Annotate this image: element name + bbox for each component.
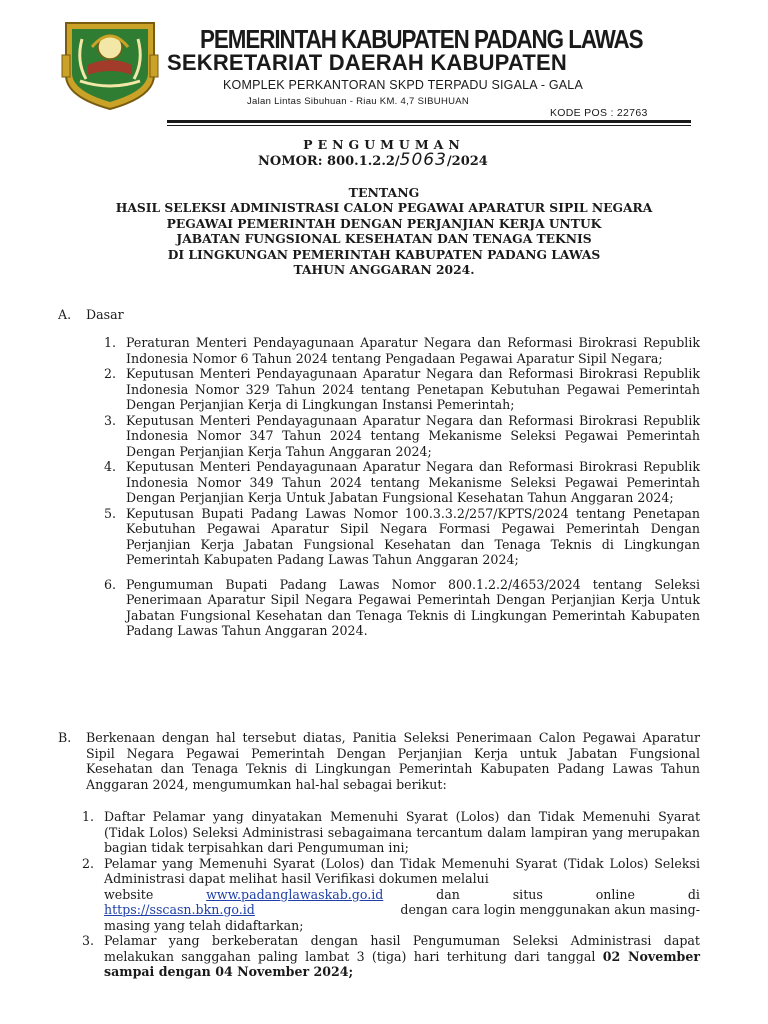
letterhead-office-name: SEKRETARIAT DAERAH KABUPATEN: [167, 50, 567, 75]
list-item: [104, 366, 700, 413]
item-text: Keputusan Menteri Pendayagunaan Aparatur Negara dan Reformasi Birokrasi Republik Indonesia Nomor 329 Tahun 2024 tentang Penetapan Kebutuhan Pegawai Pemerintah Dengan Perjanjian Kerja di Lingkungan Instansi Pemerintah;: [126, 366, 700, 412]
section-letter: B.: [58, 730, 72, 745]
sscasn-link[interactable]: https://sscasn.bkn.go.id: [104, 902, 255, 917]
item-number: 6.: [104, 576, 117, 592]
item-text: Keputusan Menteri Pendayagunaan Aparatur Negara dan Reformasi Birokrasi Republik Indonesia Nomor 347 Tahun 2024 tentang Mekanisme Seleksi Pegawai Pemerintah Dengan Perjanjian Kerja Tahun Anggaran 2024;: [126, 412, 700, 459]
section-a-list: [104, 335, 700, 639]
list-item: [104, 577, 700, 639]
title-line: JABATAN FUNGSIONAL KESEHATAN DAN TENAGA TEKNIS: [176, 231, 592, 246]
word-di: di: [687, 886, 700, 902]
letterhead-complex: KOMPLEK PERKANTORAN SKPD TERPADU SIGALA - GALA: [223, 78, 583, 92]
word-situs: situs: [512, 886, 543, 902]
item-text: dengan cara login menggunakan akun masing-: [400, 902, 700, 917]
item-number: 1.: [82, 809, 95, 824]
announcement-word: PENGUMUMAN: [303, 137, 465, 152]
item-text: Keputusan Bupati Padang Lawas Nomor 100.3.3.2/257/KPTS/2024 tentang Penetapan Kebutuhan Pegawai Aparatur Sipil Negara Formasi Pegawai Pemerintah Dengan Perjanjian Kerja Jabatan Fungsional Kesehatan dan Tenaga Teknis di Lingkungan Pemerintah Kabupaten Padang Lawas Tahun Anggaran 2024;: [126, 505, 700, 567]
list-item: [104, 506, 700, 568]
list-item: [104, 335, 700, 366]
website-word: website: [104, 886, 154, 902]
item-number: 3.: [104, 412, 117, 428]
list-item: [82, 856, 700, 934]
announcement-number: [258, 150, 488, 170]
list-item: [104, 459, 700, 506]
letterhead-government-name: PEMERINTAH KABUPATEN PADANG LAWAS: [200, 24, 643, 54]
item-text: Keputusan Menteri Pendayagunaan Aparatur Negara dan Reformasi Birokrasi Republik Indonesia Nomor 349 Tahun 2024 tentang Mekanisme Seleksi Pegawai Pemerintah Dengan Perjanjian Kerja Untuk Jabatan Fungsional Kesehatan Tahun Anggaran 2024;: [126, 459, 700, 505]
padanglawas-website-link[interactable]: www.padanglawaskab.go.id: [206, 886, 384, 902]
letterhead-rule-thick: [167, 120, 691, 123]
section-a-heading: [58, 307, 124, 323]
title-line: HASIL SELEKSI ADMINISTRASI CALON PEGAWAI APARATUR SIPIL NEGARA: [115, 200, 653, 215]
deadline-dates: 02 November sampai dengan 04 November 2024;: [104, 948, 700, 979]
letterhead-address: Jalan Lintas Sibuhuan - Riau KM. 4,7 SIBUHUAN: [247, 96, 470, 107]
title-line: DI LINGKUNGAN PEMERINTAH KABUPATEN PADANG LAWAS: [167, 246, 601, 262]
sscasn-line: [104, 902, 700, 918]
item-number: 5.: [104, 505, 117, 521]
nomor-handwritten: 5063: [399, 150, 447, 170]
item-text: Peraturan Menteri Pendayagunaan Aparatur Negara dan Reformasi Birokrasi Republik Indonesia Nomor 6 Tahun 2024 tentang Pengadaan Pegawai Aparatur Sipil Negara;: [126, 335, 700, 366]
item-text: Pelamar yang berkeberatan dengan hasil Pengumuman Seleksi Administrasi dapat melakukan sanggahan paling lambat 3 (tiga) hari terhitung dari tanggal: [104, 933, 700, 964]
section-letter: A.: [58, 307, 72, 322]
title-line: PEGAWAI PEMERINTAH DENGAN PERJANJIAN KERJA UNTUK: [166, 215, 602, 231]
list-item: [82, 809, 700, 856]
letterhead-rule-thin: [167, 125, 691, 126]
item-number: 4.: [104, 459, 117, 474]
item-number: 2.: [104, 366, 117, 381]
word-dan: dan: [436, 886, 460, 902]
item-number: 2.: [82, 855, 95, 871]
item-text: Pengumuman Bupati Padang Lawas Nomor 800.1.2.2/4653/2024 tentang Seleksi Penerimaan Aparatur Sipil Negara Pegawai Pemerintah Dengan Perjanjian Kerja Untuk Jabatan Fungsional Kesehatan dan Tenaga Teknis di Lingkungan Pemerintah Kabupaten Padang Lawas Tahun Anggaran 2024.: [126, 576, 700, 638]
title-line: TAHUN ANGGARAN 2024.: [293, 262, 475, 277]
list-item: [104, 413, 700, 460]
item-number: 3.: [82, 933, 95, 948]
list-item: [82, 933, 700, 980]
padang-lawas-crest-icon: [60, 17, 160, 111]
section-b-list: [82, 809, 700, 980]
tentang-heading: TENTANG: [348, 185, 420, 200]
item-text: Daftar Pelamar yang dinyatakan Memenuhi Syarat (Lolos) dan Tidak Memenuhi Syarat (Tidak Lolos) Seleksi Administrasi sebagaimana tercantum dalam lampiran yang merupakan bagian tidak terpisahkan dari Pengumuman ini;: [104, 809, 700, 855]
item-number: 1.: [104, 335, 117, 350]
announcement-title: [40, 200, 728, 278]
word-online: online: [595, 886, 635, 902]
section-title: Dasar: [86, 307, 124, 322]
website-line: [104, 887, 700, 903]
section-b: [58, 730, 700, 792]
nomor-prefix: NOMOR: 800.1.2.2/: [258, 154, 400, 169]
nomor-suffix: /2024: [446, 154, 488, 169]
item-text: Pelamar yang Memenuhi Syarat (Lolos) dan Tidak Memenuhi Syarat (Tidak Lolos) Seleksi Administrasi dapat melihat hasil Verifikasi dokumen melalui: [104, 855, 700, 886]
section-b-text: Berkenaan dengan hal tersebut diatas, Panitia Seleksi Penerimaan Calon Pegawai Aparatur Sipil Negara Pegawai Pemerintah Dengan Perjanjian Kerja untuk Jabatan Fungsional Kesehatan dan Tenaga Teknis di Lingkungan Pemerintah Kabupaten Padang Lawas Tahun Anggaran 2024, mengumumkan hal-hal sebagai berikut:: [86, 730, 700, 792]
letterhead-postal-code: KODE POS : 22763: [550, 107, 648, 119]
item-text: masing yang telah didaftarkan;: [104, 917, 304, 933]
